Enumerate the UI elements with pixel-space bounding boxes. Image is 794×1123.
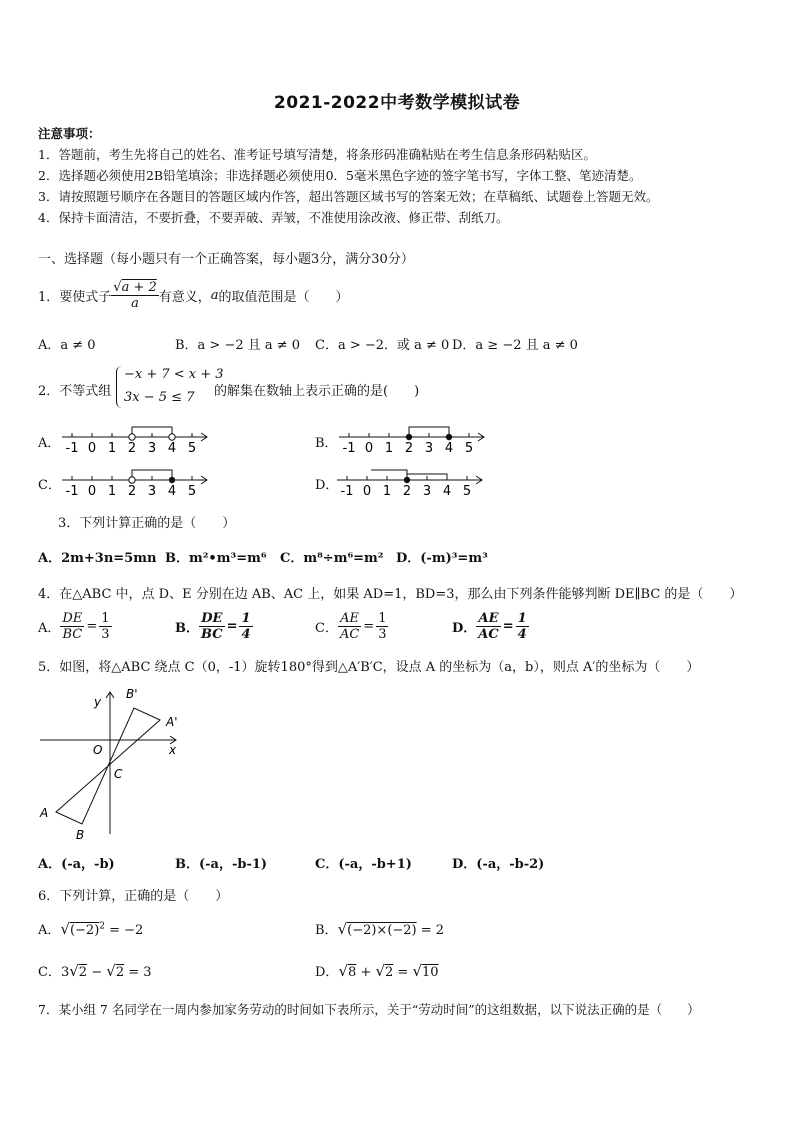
fraction-denominator: BC xyxy=(62,626,83,642)
q2-option-d[interactable]: D． xyxy=(315,478,339,493)
radical-sign: √ xyxy=(338,962,348,980)
radical-sign: √ xyxy=(412,962,423,980)
q4-d-rhs xyxy=(516,611,529,642)
label-b: B xyxy=(76,828,85,842)
page-title: 2021-2022中考数学模拟试卷 xyxy=(273,93,521,113)
note-item: 3．请按照题号顺序在各题目的答题区域内作答，超出答题区域书写的答案无效；在草稿纸、试题卷上答题无效。 xyxy=(38,189,659,204)
q6-option-b[interactable] xyxy=(315,919,444,938)
q2-inequality-2: 3x − 5 ≤ 7 xyxy=(124,390,195,405)
tick-label: -1 xyxy=(65,484,79,498)
q4-a-rhs xyxy=(99,611,111,642)
radical-sign: √ xyxy=(375,962,386,980)
rhs: = −2 xyxy=(105,923,144,938)
numberline-c xyxy=(60,468,215,498)
fraction-numerator: 1 xyxy=(101,610,110,626)
tick-label: 1 xyxy=(107,484,117,498)
tick-label: 4 xyxy=(444,441,454,455)
q4-option-c[interactable] xyxy=(315,606,388,646)
q7-stem: 7．某小组 7 名同学在一周内参加家务劳动的时间如下表所示，关于“劳动时间”的这组数据，以下说法正确的是（ ） xyxy=(38,1002,700,1017)
q5-option-c[interactable]: C．(-a，-b+1) xyxy=(315,857,412,872)
label-a: A xyxy=(40,806,49,820)
q4-b-rhs xyxy=(239,611,252,642)
radicand: 2 xyxy=(385,965,394,980)
option-label: B． xyxy=(315,923,338,938)
rhs: = 2 xyxy=(416,923,445,938)
operator: + xyxy=(356,965,376,980)
q3-option-a[interactable]: A．2m+3n=5mn xyxy=(38,551,157,566)
operator: = xyxy=(393,965,413,980)
tick-label: -1 xyxy=(65,441,79,455)
fraction-numerator: AE xyxy=(476,611,500,627)
radicand: (−2) xyxy=(69,923,100,938)
note-item: 2．选择题必须使用2B铅笔填涂；非选择题必须使用0．5毫米黑色字迹的签字笔书写，字体工整、笔迹清楚。 xyxy=(38,168,642,183)
q5-option-a[interactable]: A．(-a，-b) xyxy=(38,857,115,872)
q4-stem: 4．在△ABC 中，点 D、E 分别在边 AB、AC 上，如果 AD=1，BD=3，那么由下列条件能够判断 DE∥BC 的是（ ） xyxy=(38,587,743,602)
exponent: 2 xyxy=(99,921,105,932)
q1-option-c[interactable]: C．a > −2．或 a ≠ 0 xyxy=(315,338,450,353)
tick-label: 4 xyxy=(167,484,177,498)
q4-option-a[interactable] xyxy=(38,606,112,646)
option-label: C． xyxy=(38,965,61,980)
q1-var: a xyxy=(210,287,219,303)
numberline-a xyxy=(60,425,215,455)
option-label: D． xyxy=(315,965,339,980)
radicand: 2 xyxy=(78,965,88,980)
fraction-denominator: AC xyxy=(339,626,360,642)
q1-fraction: $\frac{√a + 2}{a}$ xyxy=(113,279,157,311)
tick-label: 2 xyxy=(404,441,414,455)
q2-prefix: 2．不等式组 xyxy=(38,384,112,399)
option-label: C． xyxy=(315,620,338,636)
section-heading: 一、选择题（每小题只有一个正确答案，每小题3分，满分30分） xyxy=(38,252,414,267)
q4-c-rhs xyxy=(376,611,388,642)
q1-suffix2: 的取值范围是（ ） xyxy=(218,289,349,305)
q4-option-d[interactable] xyxy=(452,606,529,646)
radicand: 10 xyxy=(422,965,439,980)
tick-label: 0 xyxy=(364,441,374,455)
rhs: = 3 xyxy=(124,965,152,980)
equals-sign: = xyxy=(363,618,375,634)
tick-label: 5 xyxy=(187,484,197,498)
fraction-denominator: 4 xyxy=(241,626,251,642)
q4-c-lhs xyxy=(338,611,361,642)
q5-option-b[interactable]: B．(-a，-b-1) xyxy=(175,857,268,872)
option-label: A． xyxy=(38,923,61,938)
fraction-numerator: 1 xyxy=(241,610,251,626)
tick-label: 3 xyxy=(147,441,157,455)
equals-sign: = xyxy=(86,618,98,634)
tick-label: 2 xyxy=(127,484,137,498)
fraction-denominator: 4 xyxy=(517,626,527,642)
q5-stem: 5．如图，将△ABC 绕点 C（0，-1）旋转180°得到△A′B′C，设点 A 的坐标为（a，b），则点 A′的坐标为（ ） xyxy=(38,660,700,675)
tick-label: 2 xyxy=(402,484,412,498)
tick-label: 5 xyxy=(464,441,474,455)
radical-sign: √ xyxy=(69,962,79,980)
radical-sign: √ xyxy=(337,920,348,938)
coefficient: 3 xyxy=(60,965,70,980)
tick-label: 4 xyxy=(167,441,177,455)
label-c: C xyxy=(114,767,123,781)
equals-sign: = xyxy=(226,618,238,634)
radicand: 8 xyxy=(348,965,357,980)
q1-denominator: a xyxy=(131,295,139,311)
q3-option-d[interactable]: D．(-m)³=m³ xyxy=(396,551,488,566)
label-o: O xyxy=(93,743,103,757)
fraction-numerator: AE xyxy=(338,611,361,627)
q1-prefix: 1．要使式子 xyxy=(38,289,112,305)
question-1 xyxy=(38,275,349,315)
q5-figure xyxy=(34,684,194,844)
q3-option-c[interactable]: C．m⁸÷m⁶=m² xyxy=(280,551,384,566)
tick-label: 0 xyxy=(87,484,97,498)
label-a-prime: A' xyxy=(166,715,178,729)
tick-label: 3 xyxy=(422,484,432,498)
tick-label: -1 xyxy=(340,484,354,498)
label-y: y xyxy=(94,695,102,709)
q4-b-lhs xyxy=(199,611,225,642)
q1-option-b[interactable]: B．a > −2 且 a ≠ 0 xyxy=(175,338,301,353)
tick-label: 0 xyxy=(362,484,372,498)
tick-label: 1 xyxy=(384,441,394,455)
q1-suffix: 有意义， xyxy=(158,289,211,305)
label-x: x xyxy=(169,743,177,757)
q1-radicand: a + 2 xyxy=(121,279,157,295)
label-b-prime: B' xyxy=(126,687,138,701)
option-label: B． xyxy=(175,620,199,636)
tick-label: 1 xyxy=(107,441,117,455)
fraction-denominator: 3 xyxy=(378,626,387,642)
fraction-numerator: DE xyxy=(199,611,225,627)
q6-option-a[interactable] xyxy=(38,919,143,938)
q6-stem: 6．下列计算，正确的是（ ） xyxy=(38,889,229,904)
q4-a-lhs xyxy=(60,611,84,642)
tick-label: 1 xyxy=(382,484,392,498)
option-label: A． xyxy=(38,620,61,636)
note-item: 1．答题前，考生先将自己的姓名、准考证号填写清楚，将条形码准确粘贴在考生信息条形码粘贴区。 xyxy=(38,147,596,162)
q2-inequality-1: −x + 7 < x + 3 xyxy=(124,367,224,382)
tick-label: 2 xyxy=(127,441,137,455)
fraction-denominator: 3 xyxy=(101,626,110,642)
note-item: 4．保持卡面清洁，不要折叠，不要弄破、弄皱，不准使用涂改液、修正带、刮纸刀。 xyxy=(38,210,509,225)
fraction-denominator: BC xyxy=(201,626,223,642)
fraction-numerator: 1 xyxy=(378,610,387,626)
q1-option-a[interactable]: A．a ≠ 0 xyxy=(38,338,96,353)
q6-option-c[interactable] xyxy=(38,961,152,980)
fraction-numerator: 1 xyxy=(517,610,527,626)
tick-label: 5 xyxy=(462,484,472,498)
radicand: (−2)×(−2) xyxy=(347,923,417,938)
q4-d-lhs xyxy=(476,611,500,642)
tick-label: -1 xyxy=(342,441,356,455)
option-label: D． xyxy=(452,620,477,636)
numberline-d xyxy=(335,468,490,498)
tick-label: 5 xyxy=(187,441,197,455)
equals-sign: = xyxy=(502,618,514,634)
tick-label: 3 xyxy=(147,484,157,498)
notes-header: 注意事项： xyxy=(38,126,101,141)
q4-option-b[interactable] xyxy=(175,606,253,646)
q2-suffix: 的解集在数轴上表示正确的是( ) xyxy=(214,384,420,399)
tick-label: 4 xyxy=(442,484,452,498)
fraction-denominator: AC xyxy=(478,626,499,642)
q2-option-b[interactable]: B． xyxy=(315,436,338,451)
q1-option-d[interactable]: D．a ≥ −2 且 a ≠ 0 xyxy=(452,338,578,353)
fraction-numerator: DE xyxy=(62,610,83,626)
radical-sign: √ xyxy=(60,920,70,938)
tick-label: 3 xyxy=(424,441,434,455)
q3-stem: 3．下列计算正确的是（ ） xyxy=(58,516,236,531)
radical-sign: √ xyxy=(106,962,116,980)
q2-option-c[interactable]: C． xyxy=(38,478,61,493)
q5-option-d[interactable]: D．(-a，-b-2) xyxy=(452,857,545,872)
radicand: 2 xyxy=(115,965,125,980)
operator: − xyxy=(87,965,107,980)
tick-label: 0 xyxy=(87,441,97,455)
q3-option-b[interactable]: B．m²•m³=m⁶ xyxy=(165,551,267,566)
q6-option-d[interactable] xyxy=(315,961,439,980)
q2-option-a[interactable]: A． xyxy=(38,436,61,451)
numberline-b xyxy=(337,425,492,455)
